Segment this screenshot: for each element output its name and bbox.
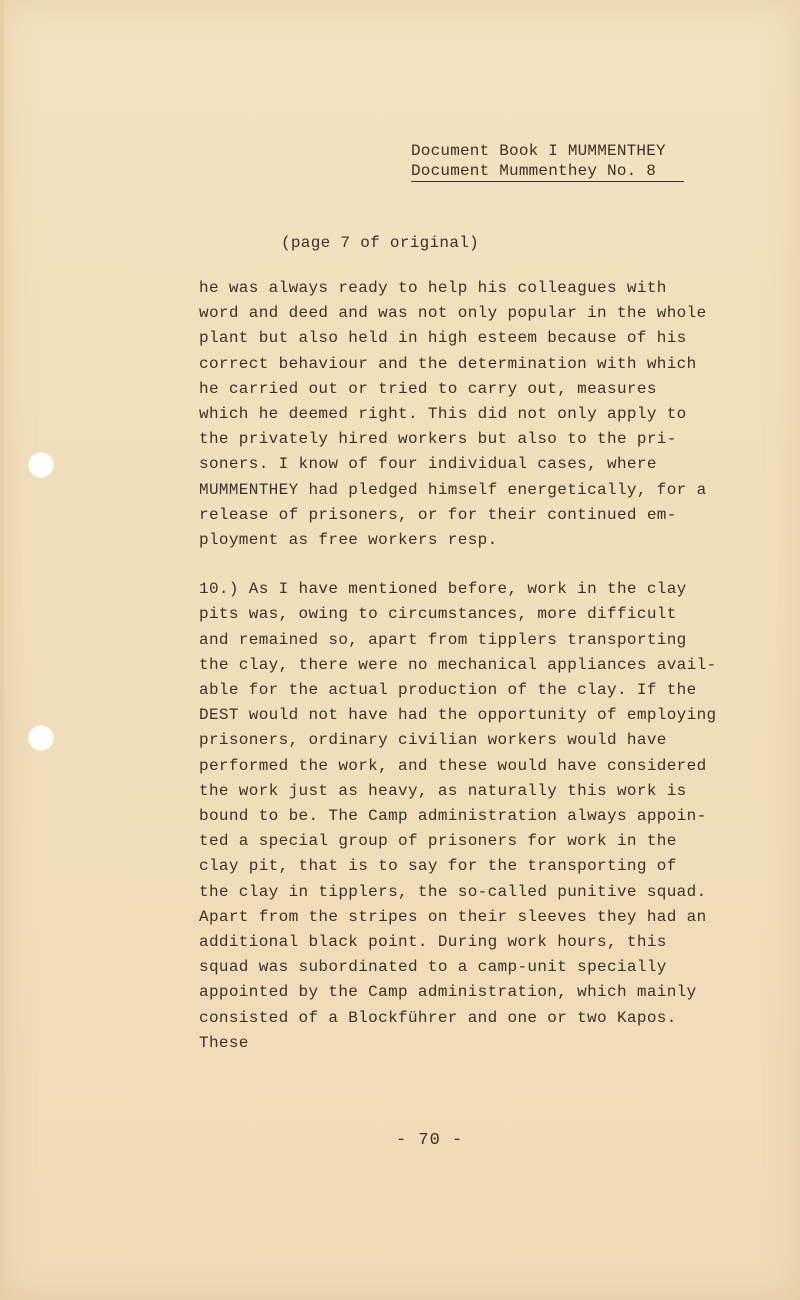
text-line: squad was subordinated to a camp-unit specially xyxy=(199,958,667,977)
punch-hole-top xyxy=(28,452,54,478)
text-line: bound to be. The Camp administration always appoin- xyxy=(199,807,707,826)
text-line: MUMMENTHEY had pledged himself energetically, for a xyxy=(199,480,707,499)
header-line-1: Document Book I MUMMENTHEY xyxy=(411,142,666,160)
text-line: which he deemed right. This did not only apply to xyxy=(199,405,687,424)
text-line: and remained so, apart from tipplers transporting xyxy=(199,630,687,649)
text-line: he carried out or tried to carry out, measures xyxy=(199,379,657,398)
text-line: the clay in tipplers, the so-called punitive squad. xyxy=(199,882,707,901)
text-line: appointed by the Camp administration, which mainly xyxy=(199,983,697,1002)
text-line: ted a special group of prisoners for work in the xyxy=(199,832,677,851)
header-line-2: Document Mummenthey No. 8 xyxy=(411,161,684,182)
body-text xyxy=(199,276,759,1056)
text-line: the clay, there were no mechanical appliances avail- xyxy=(199,655,717,674)
text-line: able for the actual production of the clay. If the xyxy=(199,681,697,700)
paragraph-2 xyxy=(199,577,759,1056)
document-header xyxy=(411,141,684,182)
text-line: performed the work, and these would have considered xyxy=(199,756,707,775)
text-line: Apart from the stripes on their sleeves they had an xyxy=(199,907,707,926)
text-line: pits was, owing to circumstances, more difficult xyxy=(199,605,677,624)
text-line: DEST would not have had the opportunity of employing xyxy=(199,706,717,725)
page-number: - 70 - xyxy=(396,1131,464,1150)
punch-hole-bottom xyxy=(28,725,54,751)
text-line: correct behaviour and the determination with which xyxy=(199,354,697,373)
text-line: prisoners, ordinary civilian workers would have xyxy=(199,731,667,750)
text-line: consisted of a Blockführer and one or two Kapos. xyxy=(199,1008,677,1027)
text-line: soners. I know of four individual cases, where xyxy=(199,455,657,474)
text-line: the work just as heavy, as naturally this work is xyxy=(199,781,687,800)
text-line: clay pit, that is to say for the transporting of xyxy=(199,857,677,876)
text-line: he was always ready to help his colleagues with xyxy=(199,279,667,297)
text-line: release of prisoners, or for their continued em- xyxy=(199,505,677,524)
text-line: the privately hired workers but also to the pri- xyxy=(199,430,677,449)
text-line: ployment as free workers resp. xyxy=(199,531,498,550)
paper-edge xyxy=(0,0,4,1300)
text-line: word and deed and was not only popular in the whole xyxy=(199,304,707,323)
text-line: These xyxy=(199,1033,249,1052)
paragraph-1 xyxy=(199,276,759,553)
text-line: plant but also held in high esteem because of his xyxy=(199,329,687,348)
text-line: additional black point. During work hours, this xyxy=(199,933,667,952)
page-note: (page 7 of original) xyxy=(281,234,480,252)
text-line: 10.) As I have mentioned before, work in the clay xyxy=(199,580,687,599)
